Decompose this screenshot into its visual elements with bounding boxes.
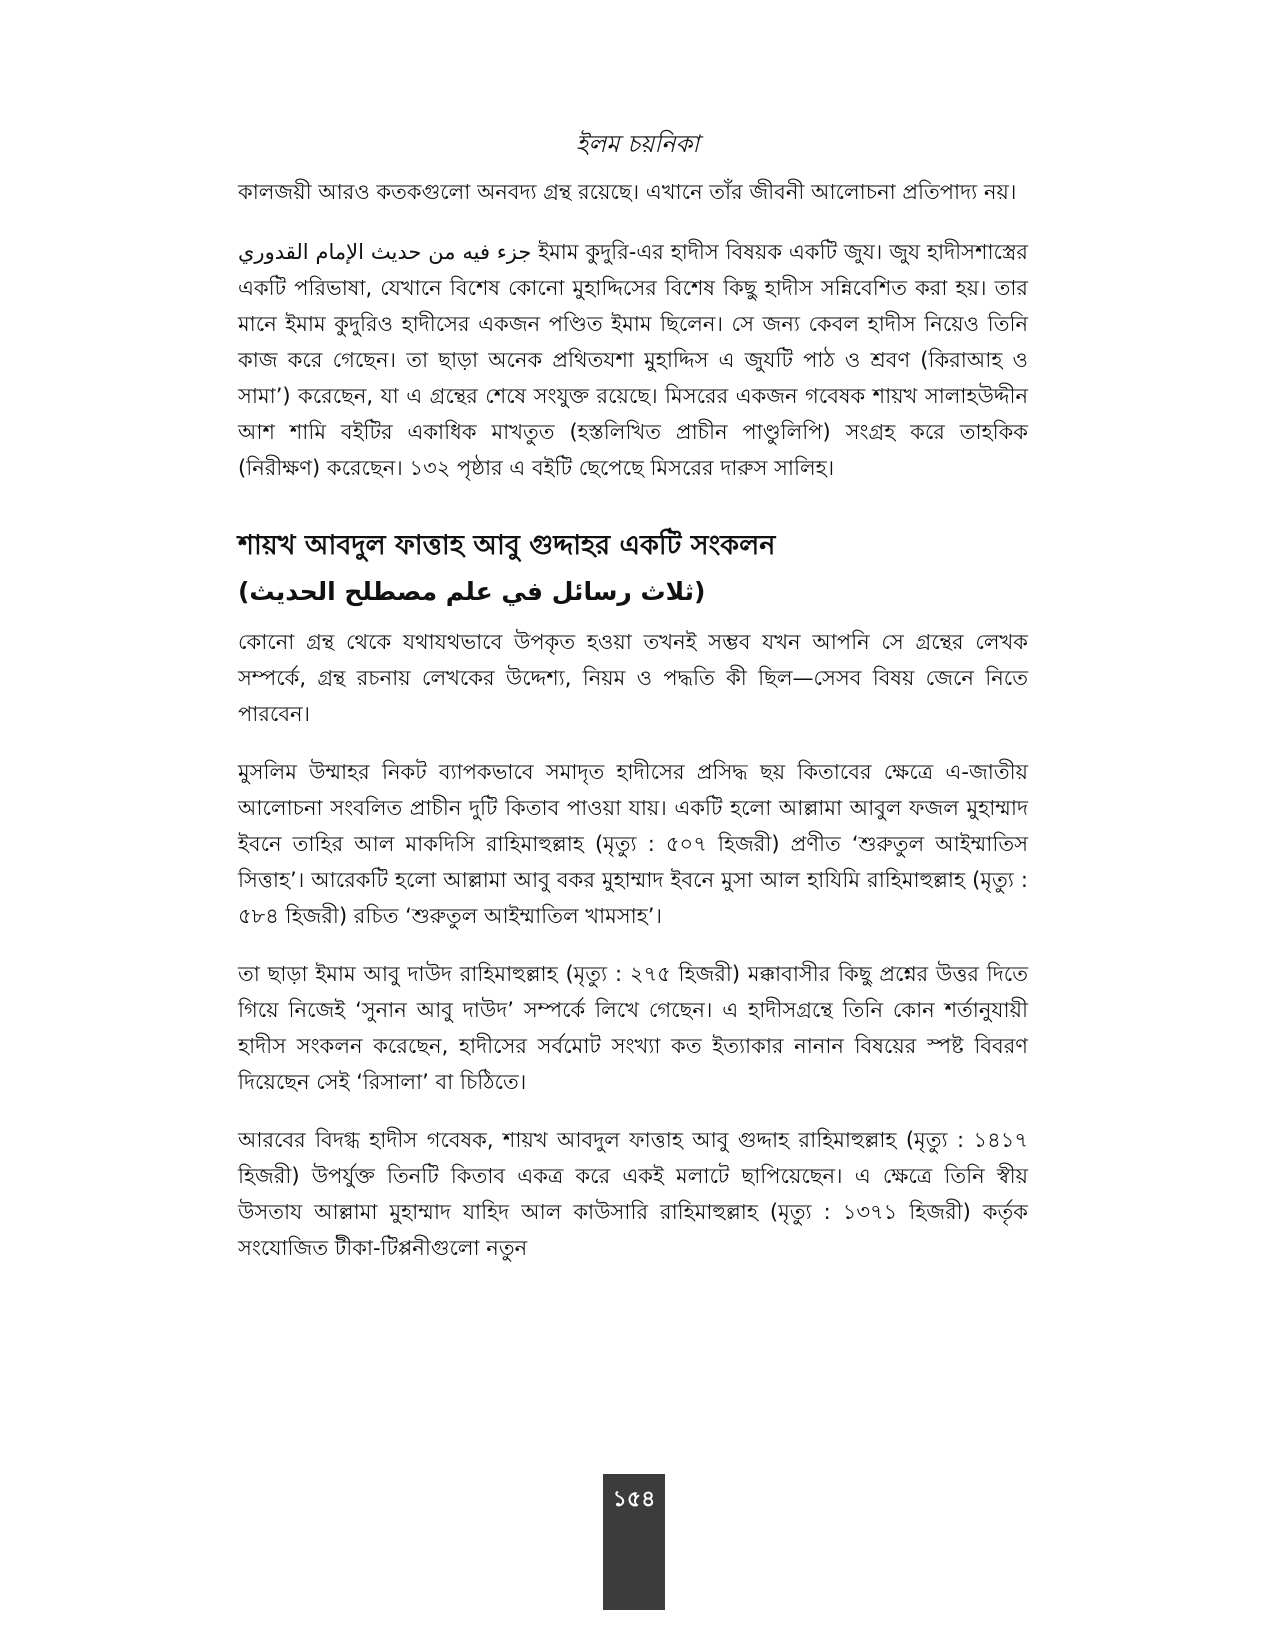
- page-number-tab: [603, 1474, 665, 1610]
- running-head: ইলম চয়নিকা: [575, 130, 700, 158]
- paragraph-juz: [238, 234, 1028, 486]
- arabic-subheading-text: (ثلاث رسائل في علم مصطلح الحديث): [238, 577, 706, 606]
- arabic-subheading: [238, 572, 1028, 612]
- paragraph-intro: কালজয়ী আরও কতকগুলো অনবদ্য গ্রন্থ রয়েছে। এখানে তাঁর জীবনী আলোচনা প্রতিপাদ্য নয়।: [238, 180, 1017, 204]
- paragraph-juz-text: ইমাম কুদুরি-এর হাদীস বিষয়ক একটি জুয। জুয হাদীসশাস্ত্রের একটি পরিভাষা, যেখানে বিশেষ কোনো মুহাদ্দিসের বিশেষ কিছু হাদীস সন্নিবেশিত করা হয়। তার মানে ইমাম কুদুরিও হাদীসের একজন পণ্ডিত ইমাম ছিলেন। সে জন্য কেবল হাদীস নিয়েও তিনি কাজ করে গেছেন। তা ছাড়া অনেক প্রথিতযশা মুহাদ্দিস এ জুযটি পাঠ ও শ্রবণ (কিরাআহ ও সামা’) করেছেন, যা এ গ্রন্থের শেষে সংযুক্ত রয়েছে। মিসরের একজন গবেষক শায়খ সালাহউদ্দীন আশ শামি বইটির একাধিক মাখতুত (হস্তলিখিত প্রাচীন পাণ্ডুলিপি) সংগ্রহ করে তাহকিক (নিরীক্ষণ) করেছেন। ১৩২ পৃষ্ঠার এ বইটি ছেপেছে মিসরের দারুস সালিহ।: [238, 240, 1028, 480]
- paragraph-section-2: মুসলিম উম্মাহর নিকট ব্যাপকভাবে সমাদৃত হাদীসের প্রসিদ্ধ ছয় কিতাবের ক্ষেত্রে এ-জাতীয় আলোচনা সংবলিত প্রাচীন দুটি কিতাব পাওয়া যায়। একটি হলো আল্লামা আবুল ফজল মুহাম্মাদ ইবনে তাহির আল মাকদিসি রাহিমাহুল্লাহ (মৃত্যু : ৫০৭ হিজরী) প্রণীত ‘শুরুতুল আইম্মাতিস সিত্তাহ’। আরেকটি হলো আল্লামা আবু বকর মুহাম্মাদ ইবনে মুসা আল হাযিমি রাহিমাহুল্লাহ (মৃত্যু : ৫৮৪ হিজরী) রচিত ‘শুরুতুল আইম্মাতিল খামসাহ’।: [238, 760, 1028, 928]
- page-body: [238, 174, 1028, 1288]
- paragraph-section-1: কোনো গ্রন্থ থেকে যথাযথভাবে উপকৃত হওয়া তখনই সম্ভব যখন আপনি সে গ্রন্থের লেখক সম্পর্কে, গ্রন্থ রচনায় লেখকের উদ্দেশ্য, নিয়ম ও পদ্ধতি কী ছিল—সেসব বিষয় জেনে নিতে পারবেন।: [238, 630, 1028, 726]
- section-heading: শায়খ আবদুল ফাত্তাহ আবু গুদ্দাহর একটি সংকলন: [238, 530, 776, 561]
- page-number: ১৫৪: [612, 1487, 656, 1512]
- arabic-book-title: جزء فيه من حديث الإمام القدوري: [238, 240, 532, 264]
- paragraph-section-4: আরবের বিদগ্ধ হাদীস গবেষক, শায়খ আবদুল ফাত্তাহ আবু গুদ্দাহ রাহিমাহুল্লাহ (মৃত্যু : ১৪১৭ হিজরী) উপর্যুক্ত তিনটি কিতাব একত্র করে একই মলাটে ছাপিয়েছেন। এ ক্ষেত্রে তিনি স্বীয় উসতায আল্লামা মুহাম্মাদ যাহিদ আল কাউসারি রাহিমাহুল্লাহ (মৃত্যু : ১৩৭১ হিজরী) কর্তৃক সংযোজিত টীকা-টিপ্পনীগুলো নতুন: [238, 1128, 1028, 1260]
- paragraph-section-3: তা ছাড়া ইমাম আবু দাউদ রাহিমাহুল্লাহ (মৃত্যু : ২৭৫ হিজরী) মক্কাবাসীর কিছু প্রশ্নের উত্তর দিতে গিয়ে নিজেই ‘সুনান আবু দাউদ’ সম্পর্কে লিখে গেছেন। এ হাদীসগ্রন্থে তিনি কোন শর্তানুযায়ী হাদীস সংকলন করেছেন, হাদীসের সর্বমোট সংখ্যা কত ইত্যাকার নানান বিষয়ের স্পষ্ট বিবরণ দিয়েছেন সেই ‘রিসালা’ বা চিঠিতে।: [238, 962, 1028, 1094]
